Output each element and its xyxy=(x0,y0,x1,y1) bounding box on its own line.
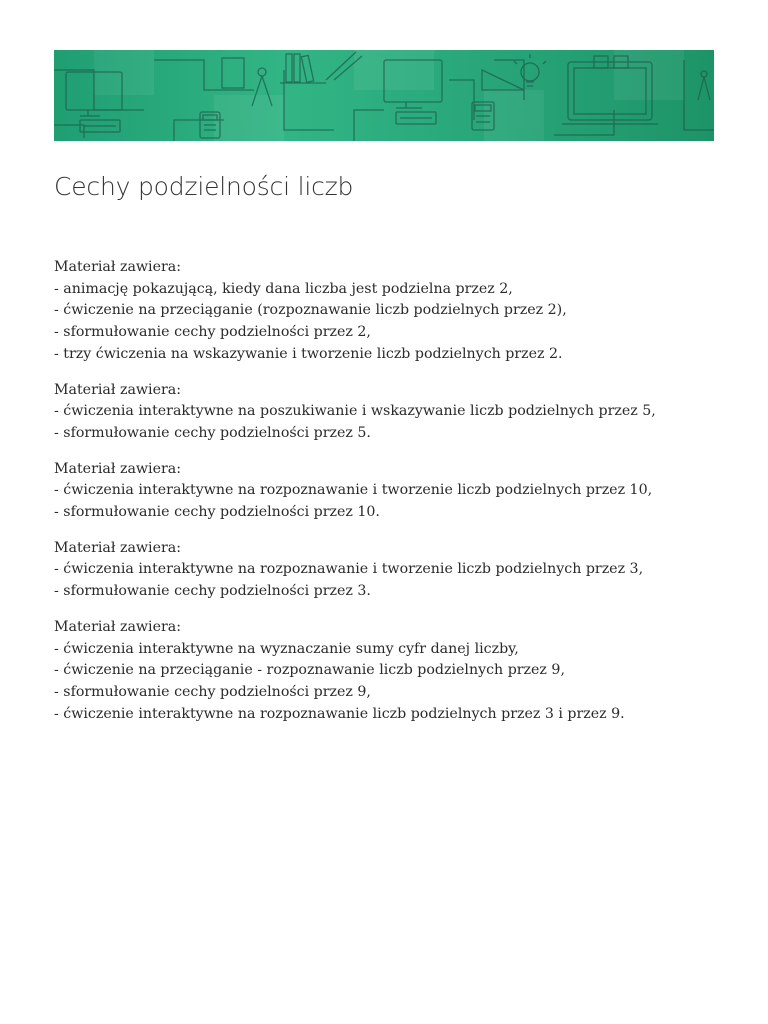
list-item: - sformułowanie cechy podzielności przez 10. xyxy=(54,504,380,521)
page-title: Cechy podzielności liczb xyxy=(54,172,354,201)
list-item: - sformułowanie cechy podzielności przez 2, xyxy=(54,324,371,341)
ruler-triangle-icon xyxy=(482,70,524,90)
list-item: - ćwiczenie na przeciąganie - rozpoznawanie liczb podzielnych przez 9, xyxy=(54,662,565,679)
header-banner xyxy=(54,50,714,141)
list-item: - trzy ćwiczenia na wskazywanie i tworzenie liczb podzielnych przez 2. xyxy=(54,345,563,362)
list-item: - ćwiczenia interaktywne na poszukiwanie i wskazywanie liczb podzielnych przez 5, xyxy=(54,403,656,420)
section-heading: Materiał zawiera: xyxy=(54,460,182,477)
light-bulb-icon xyxy=(514,54,546,86)
section-heading: Materiał zawiera: xyxy=(54,618,182,635)
list-item: - ćwiczenia interaktywne na rozpoznawanie i tworzenie liczb podzielnych przez 10, xyxy=(54,482,653,499)
section xyxy=(54,617,734,726)
list-item: - sformułowanie cechy podzielności przez 9, xyxy=(54,683,371,700)
banner-illustration xyxy=(54,50,714,141)
section-heading: Materiał zawiera: xyxy=(54,539,182,556)
section-heading: Materiał zawiera: xyxy=(54,381,182,398)
section xyxy=(54,538,734,603)
list-item: - animację pokazującą, kiedy dana liczba jest podzielna przez 2, xyxy=(54,280,513,297)
compass-icon xyxy=(698,71,710,100)
list-item: - sformułowanie cechy podzielności przez 5. xyxy=(54,424,371,441)
section xyxy=(54,459,734,524)
list-item: - ćwiczenia interaktywne na wyznaczanie sumy cyfr danej liczby, xyxy=(54,640,519,657)
list-item: - ćwiczenie na przeciąganie (rozpoznawanie liczb podzielnych przez 2), xyxy=(54,302,567,319)
document-body xyxy=(54,257,734,739)
board-icon xyxy=(222,58,244,88)
section-heading: Materiał zawiera: xyxy=(54,259,182,275)
list-item: - ćwiczenia interaktywne na rozpoznawanie i tworzenie liczb podzielnych przez 3, xyxy=(54,561,644,578)
keyboard-icon xyxy=(80,120,120,132)
list-item: - sformułowanie cechy podzielności przez 3. xyxy=(54,583,371,600)
keyboard-icon xyxy=(396,112,436,124)
list-item: - ćwiczenie interaktywne na rozpoznawanie liczb podzielnych przez 3 i przez 9. xyxy=(54,705,625,722)
section xyxy=(54,257,734,366)
books-icon xyxy=(280,54,326,83)
section xyxy=(54,380,734,445)
